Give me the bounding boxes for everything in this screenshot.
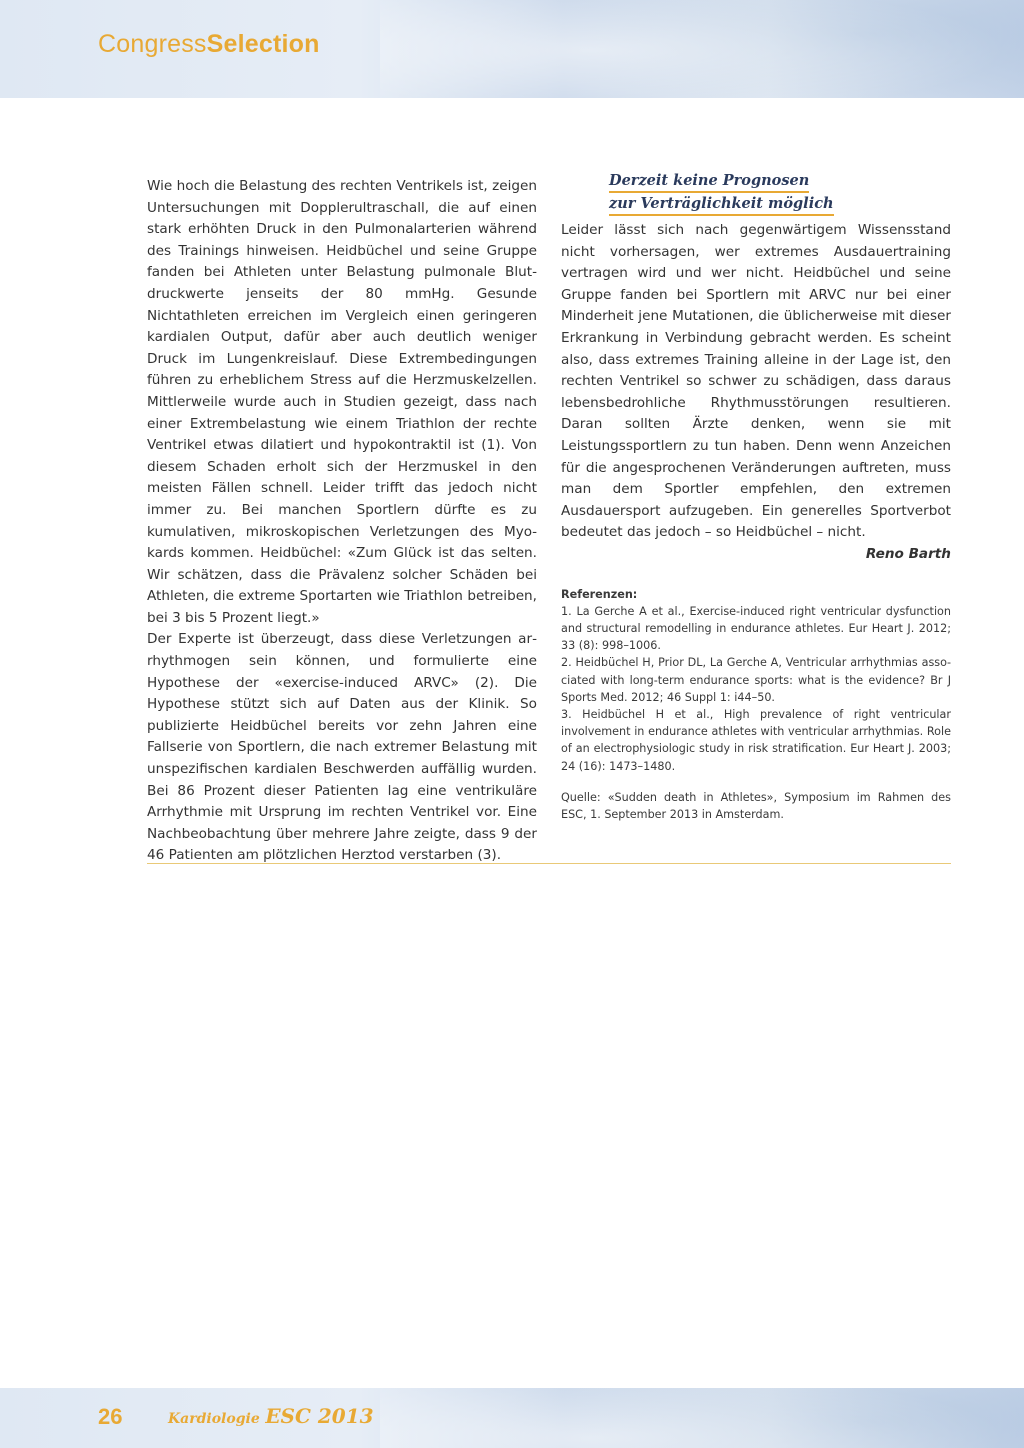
reference-item: 3. Heidbüchel H et al., High prevalence of right ventricular involvement in endurance athletes with ventricular arrhythmias. Role of an electrophysiologic study in risk stratification. Eur Heart J. 2003; 24 (16): 1473–1480. bbox=[561, 707, 951, 773]
footer-band bbox=[0, 1388, 1024, 1448]
section-heading-line-2: zur Verträglichkeit möglich bbox=[609, 193, 834, 216]
section-heading bbox=[609, 170, 951, 216]
brand-bold: Selection bbox=[206, 30, 320, 58]
author-name: Reno Barth bbox=[865, 545, 951, 562]
body-paragraph: Der Experte ist überzeugt, dass diese Verletzungen arrhythmogen sein können, und formulierte eine Hypothese der «exercise-induced ARVC» (2). Die Hypothese stützt sich auf Daten aus der Klinik. So publizierte Heidbüchel bereits vor zehn Jahren eine Fallserie von Sportlern, die nach extremer Belastung mit unspezifischen kardialen Beschwerden auffällig wurden. Bei 86 Prozent dieser Patienten lag eine ventrikuläre Arrhythmie mit Ursprung im rechten Ventrikel vor. Eine Nachbeobachtung über mehrere Jahre zeigte, dass 9 der 46 Patienten am plötzlichen Herztod verstarben (3). bbox=[147, 631, 537, 864]
journal-name: Kardiologie bbox=[168, 1411, 260, 1427]
body-paragraph: Wie hoch die Belastung des rechten Ventrikels ist, zeigen Untersuchungen mit Dopplerultraschall, die auf einen stark erhöhten Druck in den Pulmonalarterien während des Trainings hinweisen. Heidbüchel und seine Gruppe fanden bei Athleten unter Belastung pulmonale Blutdruckwerte jenseits der 80 mmHg. Gesunde Nichtathleten erreichen im Vergleich einen geringeren kardialen Output, dafür aber auch deutlich weniger Druck im Lungenkreislauf. Diese Extrembedingungen führen zu erheblichem Stress auf die Herzmuskelzellen. Mittlerweile wurde auch in Studien gezeigt, dass nach einer Extrembelastung wie einem Triathlon der rechte Ventrikel etwas dilatiert und hypokontraktil ist (1). Von diesem Schaden erholt sich der Herzmuskel in den meisten Fällen schnell. Leider trifft das jedoch nicht immer zu. Bei manchen Sportlern dürfte es zu kumulativen, mikroskopischen Verletzungen des Myokards kommen. Heidbüchel: «Zum Glück ist das selten. Wir schätzen, dass die Prävalenz solcher Schäden bei Athleten, die extreme Sportarten wie Triathlon betreiben, bei 3 bis 5 Prozent liegt.» bbox=[147, 178, 537, 626]
section-heading-line-1: Derzeit keine Prognosen bbox=[609, 170, 809, 193]
references bbox=[561, 586, 951, 824]
references-title: Referenzen: bbox=[561, 587, 638, 601]
journal-issue: ESC 2013 bbox=[265, 1404, 374, 1428]
page-number: 26 bbox=[98, 1404, 123, 1429]
journal-title bbox=[168, 1404, 374, 1428]
left-column bbox=[147, 176, 537, 867]
reference-item: 1. La Gerche A et al., Exercise-induced right ventricular dysfunction and structural remodelling in endurance athletes. Eur Heart J. 2012; 33 (8): 998–1006. bbox=[561, 604, 951, 653]
reference-item: 2. Heidbüchel H, Prior DL, La Gerche A, Ventricular arrhythmias associated with long-term endurance sports: what is the evidence? Br J Sports Med. 2012; 46 Suppl 1: i44–50. bbox=[561, 656, 951, 704]
brand-logo bbox=[98, 30, 320, 59]
section-divider bbox=[147, 863, 951, 864]
source-note: Quelle: «Sudden death in Athletes», Symposium im Rahmen des ESC, 1. September 2013 in Amsterdam. bbox=[561, 790, 951, 821]
right-column bbox=[561, 170, 951, 823]
body-paragraph: Leider lässt sich nach gegenwärtigem Wissensstand nicht vorhersagen, wer extremes Ausdauertraining vertragen wird und wer nicht. Heidbüchel und seine Gruppe fanden bei Sportlern mit ARVC nur bei einer Minderheit jene Mutationen, die üblicherweise mit dieser Erkrankung in Verbindung gebracht werden. Es scheint also, dass extremes Training alleine in der Lage ist, den rechten Ventrikel so schwer zu schädigen, dass daraus lebensbedrohliche Rhythmusstörungen resultieren. Daran sollten Ärzte denken, wenn sie mit Leistungssportlern zu tun haben. Denn wenn Anzeichen für die angesprochenen Veränderungen auftreten, muss man dem Sportler empfehlen, den extremen Ausdauersport aufzugeben. Ein generelles Sportverbot bedeutet das jedoch – so Heidbüchel – nicht. bbox=[561, 222, 951, 541]
brand-light: Congress bbox=[98, 30, 207, 58]
